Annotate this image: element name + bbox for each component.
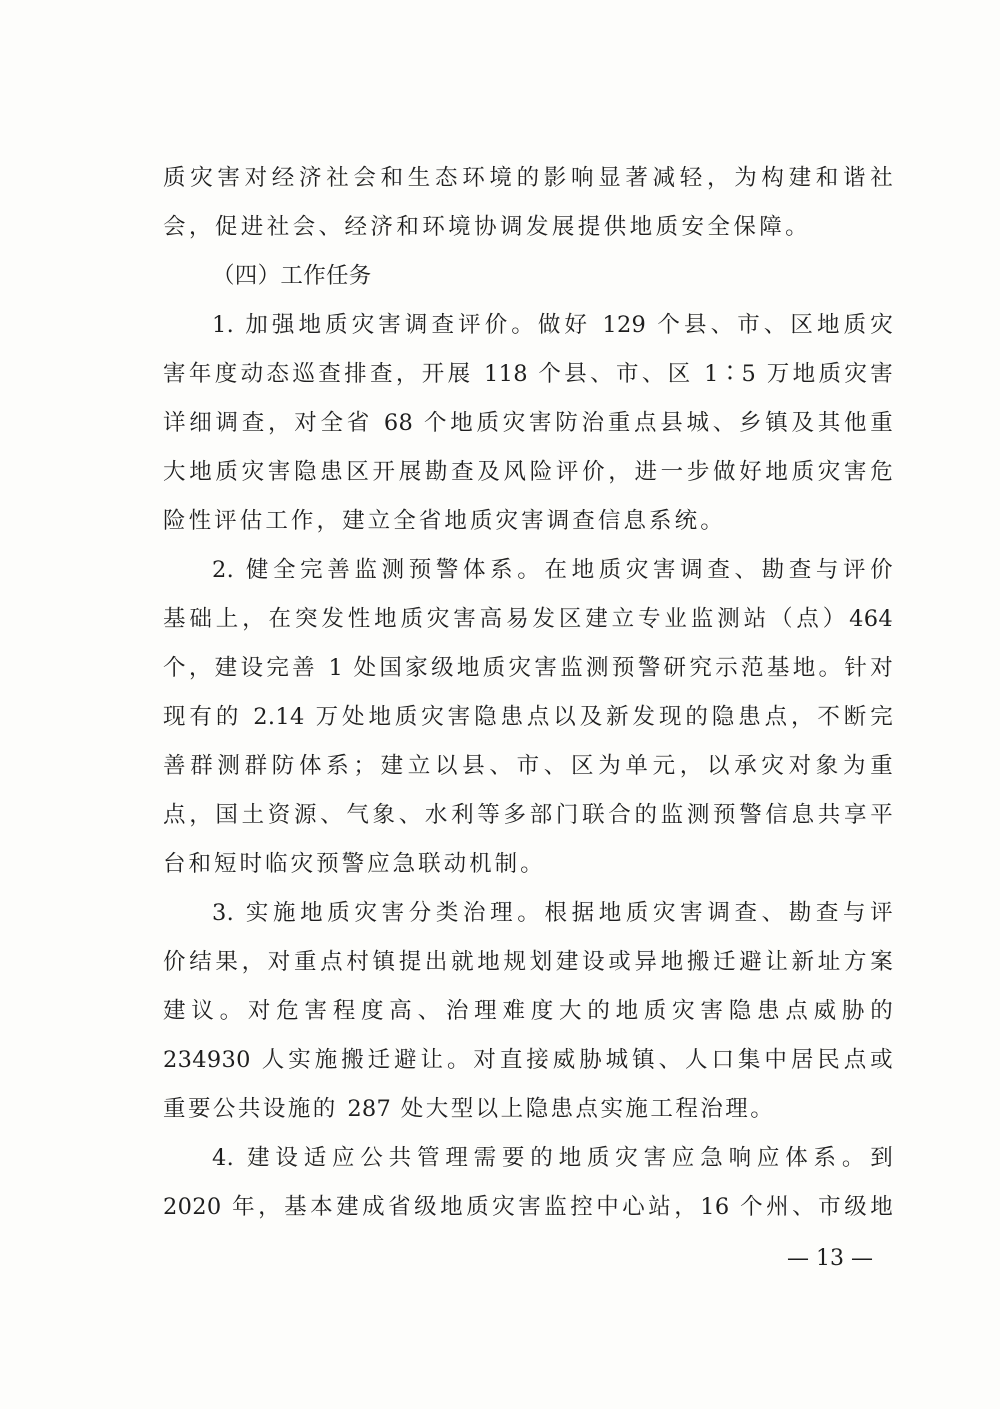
- text-line-12: 现有的 2.14 万处地质灾害隐患点以及新发现的隐患点，不断完: [163, 704, 893, 730]
- text-line-4: 1. 加强地质灾害调查评价。做好 129 个县、市、区地质灾: [212, 312, 893, 338]
- text-line-1: 质灾害对经济社会和生态环境的影响显著减轻，为构建和谐社: [163, 165, 893, 191]
- text-line-5: 害年度动态巡查排查，开展 118 个县、市、区 1∶5 万地质灾害: [163, 361, 893, 387]
- text-line-11: 个，建设完善 1 处国家级地质灾害监测预警研究示范基地。针对: [163, 655, 893, 681]
- text-line-10: 基础上，在突发性地质灾害高易发区建立专业监测站（点）464: [163, 606, 893, 632]
- text-line-16: 3. 实施地质灾害分类治理。根据地质灾害调查、勘查与评: [212, 900, 893, 926]
- text-line-19: 234930 人实施搬迁避让。对直接威胁城镇、人口集中居民点或: [163, 1047, 893, 1073]
- text-line-13: 善群测群防体系；建立以县、市、区为单元，以承灾对象为重: [163, 753, 893, 779]
- text-line-6: 详细调查，对全省 68 个地质灾害防治重点县城、乡镇及其他重: [163, 410, 893, 436]
- text-line-15: 台和短时临灾预警应急联动机制。: [163, 851, 543, 877]
- text-line-17: 价结果，对重点村镇提出就地规划建设或异地搬迁避让新址方案: [163, 949, 893, 975]
- page-number: — 13 —: [787, 1246, 873, 1271]
- text-line-21: 4. 建设适应公共管理需要的地质灾害应急响应体系。到: [212, 1145, 893, 1171]
- text-line-7: 大地质灾害隐患区开展勘查及风险评价，进一步做好地质灾害危: [163, 459, 893, 485]
- text-line-20: 重要公共设施的 287 处大型以上隐患点实施工程治理。: [163, 1096, 773, 1122]
- text-line-8: 险性评估工作，建立全省地质灾害调查信息系统。: [163, 508, 723, 534]
- section-heading: （四）工作任务: [212, 263, 372, 289]
- text-line-2: 会，促进社会、经济和环境协调发展提供地质安全保障。: [163, 214, 808, 240]
- text-line-18: 建议。对危害程度高、治理难度大的地质灾害隐患点威胁的: [163, 998, 893, 1024]
- text-line-9: 2. 健全完善监测预警体系。在地质灾害调查、勘查与评价: [212, 557, 893, 583]
- text-line-22: 2020 年，基本建成省级地质灾害监控中心站，16 个州、市级地: [163, 1194, 893, 1220]
- text-line-14: 点，国土资源、气象、水利等多部门联合的监测预警信息共享平: [163, 802, 893, 828]
